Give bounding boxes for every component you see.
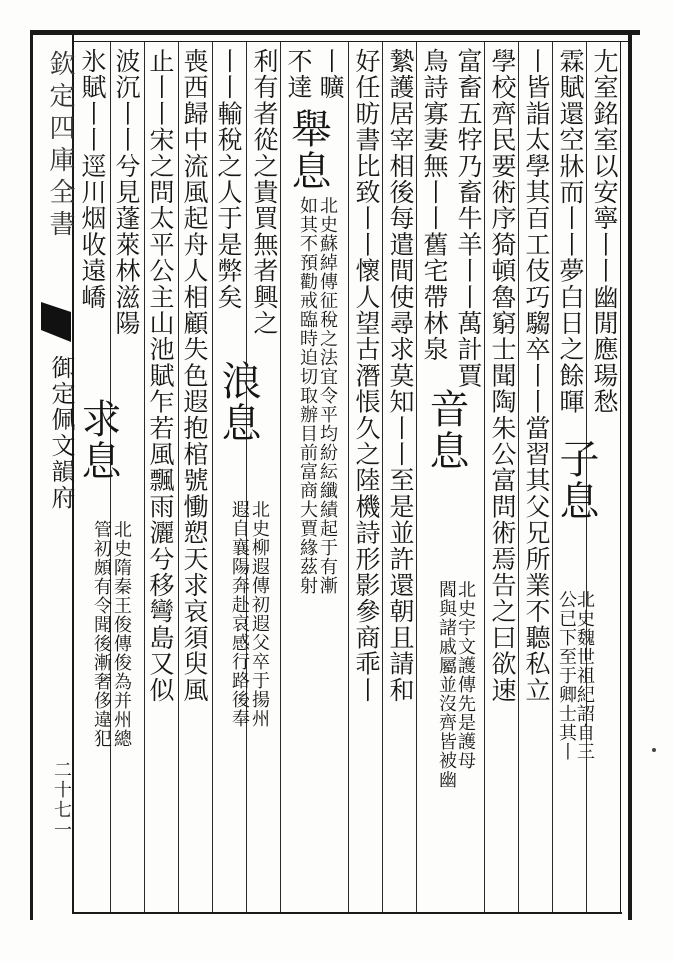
- text-column-12: [216, 48, 241, 310]
- column-divider: [484, 42, 485, 912]
- column-divider: [382, 42, 383, 912]
- annotation-text: 如其不預勸戒臨時迫切取辦目前富商大賈緣茲射: [297, 196, 318, 595]
- head-word: 音息: [423, 388, 469, 472]
- head-word-zixi: [553, 438, 599, 522]
- annotation-line-b: [557, 590, 575, 761]
- frame-right-rule: [628, 30, 632, 920]
- spine-collection-title: 欽定四庫全書: [45, 50, 75, 242]
- page-spine: [40, 50, 75, 910]
- annotation-line-a: [318, 196, 336, 595]
- scan-speck: [652, 748, 656, 752]
- annotation-line-a: [456, 580, 474, 770]
- frame-left-rule: [30, 30, 33, 920]
- annotation-line-b: [92, 520, 110, 748]
- annotation-text: 北史宇文護傳先是護母: [455, 580, 476, 770]
- head-word: 舉息: [285, 108, 331, 192]
- column-text: 縶護居宰相後每遣間使尋求莫知丨丨至是並許還朝且請和: [386, 48, 415, 703]
- column-divider: [416, 42, 417, 912]
- head-word-langxi: [215, 360, 261, 444]
- column-text: 尢室銘室以安寧丨丨幽閒應瑒愁: [590, 48, 619, 415]
- column-text: 止丨丨宋之問太平公主山池賦乍若風飄雨灑兮移彎島又似: [146, 48, 175, 703]
- annotation-text: 公已下至于卿士其丨: [556, 590, 577, 761]
- column-text: 利有者從之貴買無者興之: [250, 48, 279, 337]
- column-text: 鳥詩寡妻無丨丨舊宅帶林泉: [420, 48, 449, 363]
- annotation-text: 北史柳遐傳初遐父卒于揚州: [249, 500, 270, 728]
- annotation-text: 閻與諸戚屬並沒齊皆被幽: [436, 580, 457, 789]
- text-column-7: [388, 48, 413, 703]
- annotation-line-a: [250, 500, 268, 728]
- text-column-5: [456, 48, 481, 389]
- column-divider: [348, 42, 349, 912]
- column-text: 學校齊民要術序猗頓魯窮士聞陶朱公富問術焉告之曰欲速: [488, 48, 517, 703]
- text-column-2: [558, 48, 583, 415]
- head-word: 子息: [553, 438, 599, 522]
- frame-top-inner-rule: [74, 41, 630, 42]
- column-divider: [280, 42, 281, 912]
- annotation-line-b: [437, 580, 455, 789]
- column-divider: [144, 42, 145, 912]
- column-text: 波沉丨丨兮見蓬萊林滋陽: [112, 48, 141, 337]
- column-divider: [178, 42, 179, 912]
- head-word-yinxi: [423, 388, 469, 472]
- text-column-10: [286, 48, 311, 100]
- annotation-text: 北史蘇綽傳征稅之法宜令平均紛紜纖績起于有漸: [317, 196, 338, 595]
- annotation-text: 遐自襄陽奔赴哀感行路後奉: [229, 500, 250, 728]
- text-column-8: [354, 48, 379, 703]
- text-column-15: [114, 48, 139, 336]
- frame-top-rule: [30, 30, 640, 35]
- head-word: 求息: [75, 398, 121, 482]
- column-divider: [212, 42, 213, 912]
- spine-book-title: 御定佩文韻府: [47, 355, 75, 511]
- annotation-line-b: [230, 500, 248, 728]
- annotation-line-a: [112, 520, 130, 748]
- column-text: 好任昉書比致丨丨懷人望古潛悵久之陸機詩形影參商乖丨: [352, 48, 381, 703]
- column-text: 丨曠: [316, 48, 345, 101]
- column-text: 不達: [284, 48, 313, 101]
- annotation-text: 北史魏世祖紀詔自三: [574, 590, 595, 761]
- text-column-9: [318, 48, 343, 100]
- column-text: 霖賦還空牀而丨丨夢白日之餘暉: [556, 48, 585, 415]
- spine-page-number: 二十七一: [51, 760, 72, 840]
- text-column-16: [80, 48, 105, 310]
- text-column-11: [252, 48, 277, 336]
- frame-right-inner-rule: [620, 41, 621, 912]
- column-divider: [246, 42, 247, 912]
- annotation-text: 北史隋秦王俊傳俊為并州總: [111, 520, 132, 748]
- column-text: 喪西歸中流風起舟人相顧失色遐抱棺號慟愬天求哀須臾風: [180, 48, 209, 703]
- text-column-6: [422, 48, 447, 362]
- text-column-13: [182, 48, 207, 703]
- column-text: 丨丨輸稅之人于是弊矣: [214, 48, 243, 310]
- head-word-juxi: [285, 108, 331, 192]
- head-word: 浪息: [215, 360, 261, 444]
- fish-tail-mark-icon: [41, 302, 71, 342]
- text-column-4: [490, 48, 515, 703]
- text-column-1: [592, 48, 617, 415]
- column-text: 丨皆詣太學其百工伎巧騶卒丨丨當習其父兄所業不聽私立: [522, 48, 551, 703]
- head-word-qiuxi: [75, 398, 121, 482]
- column-text: 富畜五牸乃畜牛羊丨丨萬計賈: [454, 48, 483, 389]
- annotation-line-a: [575, 590, 593, 761]
- text-column-14: [148, 48, 173, 703]
- frame-bottom-rule: [74, 912, 622, 914]
- column-divider: [518, 42, 519, 912]
- annotation-text: 管初頗有令聞後漸奢侈違犯: [91, 520, 112, 748]
- text-column-3: [524, 48, 549, 703]
- annotation-line-b: [298, 196, 316, 595]
- column-text: 氷賦丨丨逕川烟收遠嶠: [78, 48, 107, 310]
